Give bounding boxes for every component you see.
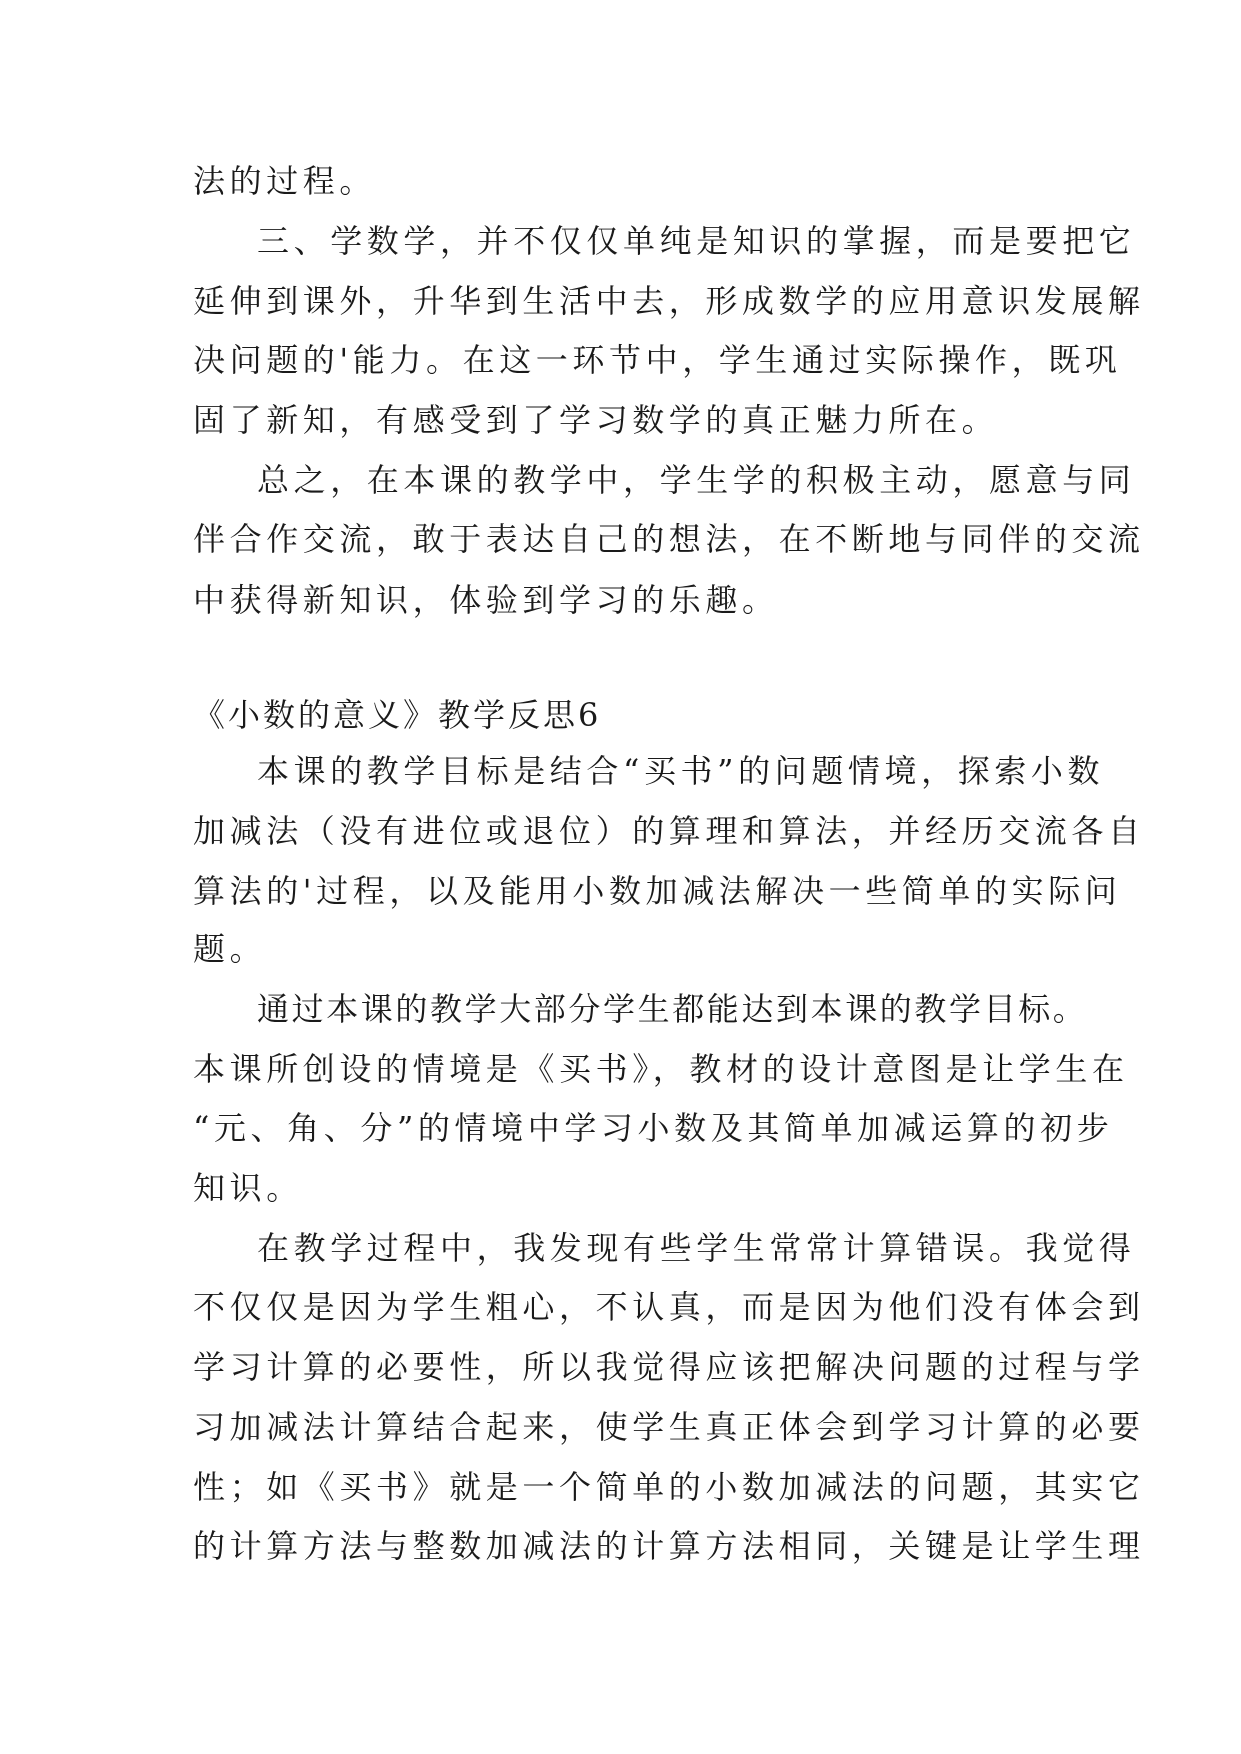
text-line: 固了新知，有感受到了学习数学的真正魅力所在。: [193, 401, 999, 439]
paragraph-first-line: 在教学过程中，我发现有些学生常常计算错误。我觉得: [257, 1229, 1136, 1267]
text-line: 延伸到课外，升华到生活中去，形成数学的应用意识发展解: [193, 282, 1145, 320]
text-line: 不仅仅是因为学生粗心，不认真，而是因为他们没有体会到: [193, 1288, 1145, 1326]
text-line: 加减法（没有进位或退位）的算理和算法，并经历交流各自: [193, 812, 1145, 850]
text-line: 法的过程。: [193, 162, 377, 200]
text-line: 算法的'过程，以及能用小数加减法解决一些简单的实际问: [193, 872, 1122, 910]
text-line: 习加减法计算结合起来，使学生真正体会到学习计算的必要: [193, 1408, 1145, 1446]
text-line: 中获得新知识，体验到学习的乐趣。: [193, 581, 779, 619]
paragraph-first-line: 三、学数学，并不仅仅单纯是知识的掌握，而是要把它: [257, 222, 1136, 260]
text-line: 题。: [193, 930, 267, 968]
paragraph-first-line: 本课的教学目标是结合“买书”的问题情境，探索小数: [257, 752, 1105, 790]
text-line: 本课所创设的情境是《买书》，教材的设计意图是让学生在: [193, 1050, 1129, 1088]
text-line: 伴合作交流，敢于表达自己的想法，在不断地与同伴的交流: [193, 520, 1145, 558]
text-line: 性；如《买书》就是一个简单的小数加减法的问题，其实它: [193, 1468, 1145, 1506]
text-line: 知识。: [193, 1169, 303, 1207]
text-line: 决问题的'能力。在这一环节中，学生通过实际操作，既巩: [193, 341, 1122, 379]
paragraph-first-line: 通过本课的教学大部分学生都能达到本课的教学目标。: [257, 990, 1088, 1028]
text-line: 学习计算的必要性，所以我觉得应该把解决问题的过程与学: [193, 1348, 1145, 1386]
section-title: 《小数的意义》教学反思6: [193, 696, 602, 734]
paragraph-first-line: 总之，在本课的教学中，学生学的积极主动，愿意与同: [257, 461, 1136, 499]
text-line: “元、角、分”的情境中学习小数及其简单加减运算的初步: [193, 1109, 1114, 1147]
text-line: 的计算方法与整数加减法的计算方法相同，关键是让学生理: [193, 1527, 1145, 1565]
